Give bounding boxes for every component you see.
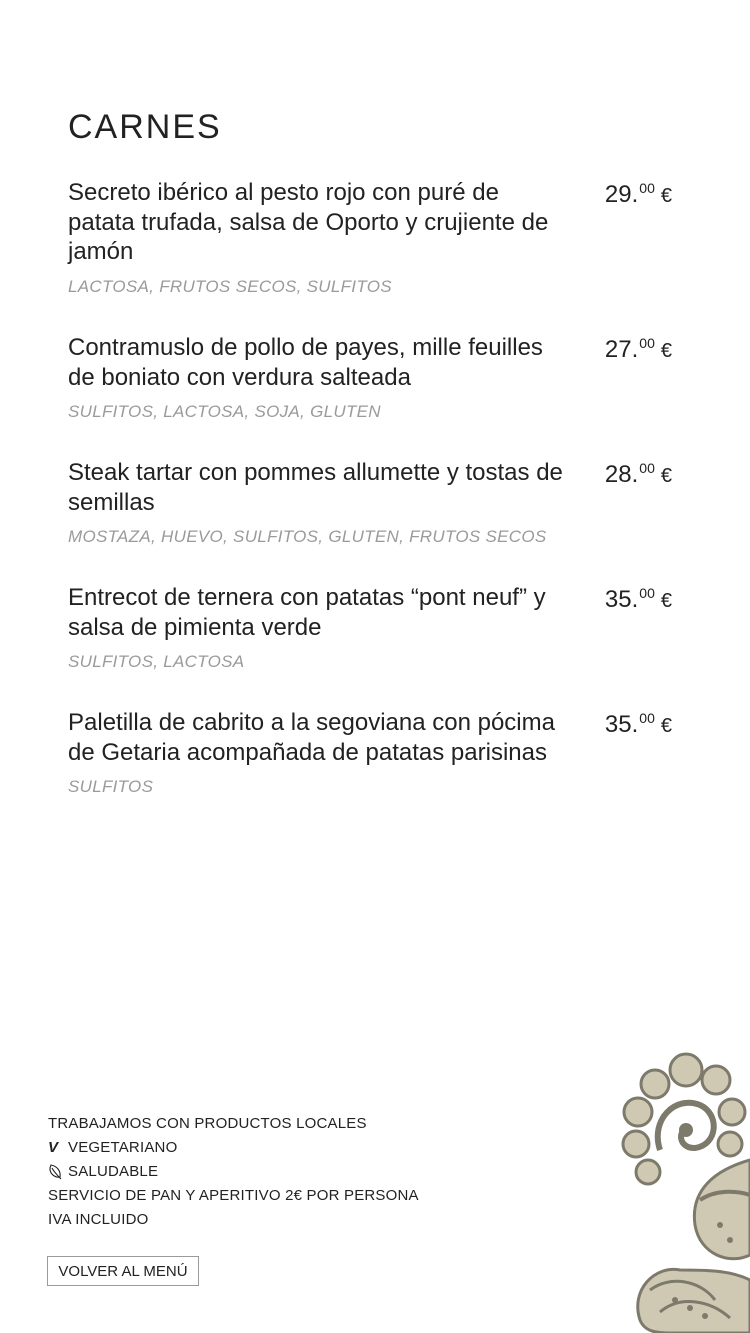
dish-price [605,180,672,209]
dish-name: Entrecot de ternera con patatas “pont neuf” y salsa de pimienta verde [68,584,546,641]
price-currency: € [660,590,672,612]
vat-note: IVA INCLUIDO [48,1211,149,1228]
local-products-note: TRABAJAMOS CON PRODUCTOS LOCALES [48,1115,367,1132]
price-whole: 35. [604,586,639,613]
dish-item [68,708,678,797]
dish-item [68,583,678,672]
legend-vegetarian [48,1136,419,1160]
price-cents: 00 [639,585,655,601]
dish-allergens: MOSTAZA, HUEVO, SULFITOS, GLUTEN, FRUTOS SECOS [68,527,547,546]
price-whole: 29. [604,181,639,208]
vegetarian-icon: V [48,1139,59,1156]
price-whole: 27. [604,336,639,363]
price-currency: € [660,465,672,487]
price-cents: 00 [639,710,655,726]
healthy-label: SALUDABLE [68,1163,159,1180]
section-title: CARNES [68,108,222,146]
price-currency: € [660,715,672,737]
price-currency: € [660,340,672,362]
dish-allergens: SULFITOS [68,777,154,796]
price-cents: 00 [639,180,655,196]
menu-footer [48,1112,419,1232]
dish-allergens: SULFITOS, LACTOSA, SOJA, GLUTEN [68,402,381,421]
dish-allergens: LACTOSA, FRUTOS SECOS, SULFITOS [68,276,392,296]
price-cents: 00 [639,460,655,476]
legend-healthy [48,1160,419,1184]
dish-price [605,585,672,614]
dish-item [68,178,678,297]
dish-item [68,333,678,422]
dish-price [605,710,672,739]
dish-name: Secreto ibérico al pesto rojo con puré de patata trufada, salsa de Oporto y crujiente de jamón [68,179,549,265]
price-whole: 35. [604,711,639,738]
leaf-icon [48,1164,68,1180]
price-cents: 00 [639,335,655,351]
dish-allergens: SULFITOS, LACTOSA [68,652,245,671]
price-currency: € [660,185,672,207]
back-to-menu-button[interactable]: VOLVER AL MENÚ [47,1256,199,1286]
dish-name: Paletilla de cabrito a la segoviana con pócima de Getaria acompañada de patatas parisinas [68,709,555,766]
vegetarian-label: VEGETARIANO [68,1139,178,1156]
dish-name: Contramuslo de pollo de payes, mille feuilles de boniato con verdura salteada [68,334,543,391]
price-whole: 28. [604,461,639,488]
bread-service-note: SERVICIO DE PAN Y APERITIVO 2€ POR PERSONA [48,1187,419,1204]
dish-name: Steak tartar con pommes allumette y tostas de semillas [68,459,563,516]
dish-price [605,460,672,489]
dish-item [68,458,678,547]
paisley-ornament [620,1050,750,1333]
dish-price [605,335,672,364]
